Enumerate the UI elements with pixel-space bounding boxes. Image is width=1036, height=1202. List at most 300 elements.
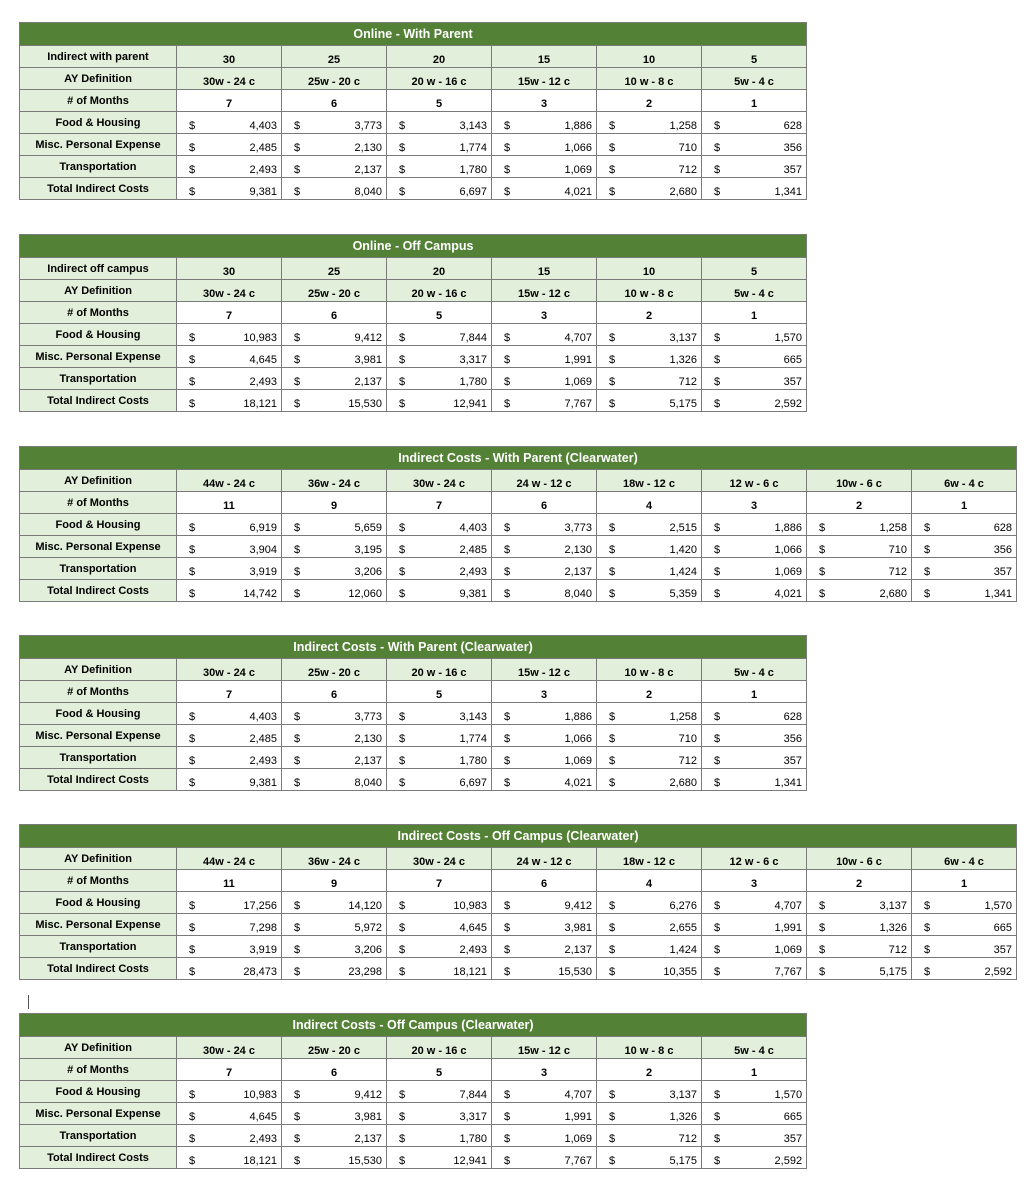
months-cell: 7 xyxy=(177,1059,282,1081)
amount-value: 3,773 xyxy=(354,711,382,723)
table-row xyxy=(20,1081,807,1103)
amount-value: 4,021 xyxy=(564,186,592,198)
amount-cell xyxy=(597,936,702,958)
weeks-header-cell: 25 xyxy=(282,46,387,68)
amount-value: 2,515 xyxy=(669,522,697,534)
amount-cell xyxy=(492,324,597,346)
months-cell: 9 xyxy=(282,492,387,514)
row-label: Transportation xyxy=(20,1125,177,1147)
amount-cell xyxy=(387,1125,492,1147)
amount-cell xyxy=(387,514,492,536)
currency-symbol: $ xyxy=(609,944,616,956)
amount-value: 2,493 xyxy=(249,164,277,176)
amount-value: 5,972 xyxy=(354,922,382,934)
amount-value: 2,137 xyxy=(354,1133,382,1145)
ay-definition-cell: 24 w - 12 c xyxy=(492,470,597,492)
amount-value: 1,780 xyxy=(459,755,487,767)
amount-value: 9,381 xyxy=(249,186,277,198)
amount-value: 10,983 xyxy=(243,332,277,344)
currency-symbol: $ xyxy=(609,900,616,912)
amount-value: 18,121 xyxy=(453,966,487,978)
table-row xyxy=(20,514,1017,536)
ay-definition-cell: 15w - 12 c xyxy=(492,68,597,90)
amount-cell xyxy=(597,536,702,558)
amount-cell xyxy=(492,1147,597,1169)
ay-definition-cell: 36w - 24 c xyxy=(282,470,387,492)
ay-definition-cell: 10w - 6 c xyxy=(807,470,912,492)
row-label: Food & Housing xyxy=(20,514,177,536)
currency-symbol: $ xyxy=(504,1089,511,1101)
currency-symbol: $ xyxy=(399,922,406,934)
amount-value: 3,919 xyxy=(249,566,277,578)
ay-definition-cell: 10 w - 8 c xyxy=(597,1037,702,1059)
amount-cell xyxy=(702,514,807,536)
amount-cell xyxy=(702,703,807,725)
row-label: Misc. Personal Expense xyxy=(20,134,177,156)
currency-symbol: $ xyxy=(189,186,196,198)
currency-symbol: $ xyxy=(714,1133,721,1145)
amount-value: 5,175 xyxy=(879,966,907,978)
row-label: Transportation xyxy=(20,368,177,390)
row-label: # of Months xyxy=(20,90,177,112)
amount-cell xyxy=(597,1147,702,1169)
amount-value: 1,069 xyxy=(564,376,592,388)
row-label: Total Indirect Costs xyxy=(20,958,177,980)
weeks-header-cell: 20 xyxy=(387,258,492,280)
currency-symbol: $ xyxy=(714,755,721,767)
amount-cell xyxy=(597,112,702,134)
months-cell: 5 xyxy=(387,1059,492,1081)
amount-value: 7,767 xyxy=(564,398,592,410)
amount-cell xyxy=(387,914,492,936)
ay-definition-cell: 18w - 12 c xyxy=(597,848,702,870)
currency-symbol: $ xyxy=(924,544,931,556)
currency-symbol: $ xyxy=(189,777,196,789)
amount-cell xyxy=(177,1125,282,1147)
ay-definition-cell: 30w - 24 c xyxy=(387,848,492,870)
amount-value: 1,570 xyxy=(774,332,802,344)
amount-value: 17,256 xyxy=(243,900,277,912)
amount-cell xyxy=(177,1081,282,1103)
amount-value: 1,886 xyxy=(774,522,802,534)
amount-cell xyxy=(702,914,807,936)
table-row xyxy=(20,156,807,178)
currency-symbol: $ xyxy=(399,966,406,978)
ay-definition-cell: 25w - 20 c xyxy=(282,280,387,302)
table-row xyxy=(20,324,807,346)
amount-cell xyxy=(282,1103,387,1125)
currency-symbol: $ xyxy=(504,900,511,912)
row-label: Total Indirect Costs xyxy=(20,178,177,200)
amount-value: 4,403 xyxy=(249,711,277,723)
currency-symbol: $ xyxy=(714,544,721,556)
months-cell: 3 xyxy=(492,681,597,703)
amount-cell xyxy=(177,346,282,368)
currency-symbol: $ xyxy=(189,711,196,723)
amount-value: 1,258 xyxy=(669,120,697,132)
currency-symbol: $ xyxy=(399,711,406,723)
amount-cell xyxy=(597,324,702,346)
amount-cell xyxy=(702,112,807,134)
amount-value: 2,130 xyxy=(564,544,592,556)
currency-symbol: $ xyxy=(294,1089,301,1101)
ay-definition-cell: 12 w - 6 c xyxy=(702,848,807,870)
amount-cell xyxy=(702,769,807,791)
amount-cell xyxy=(912,892,1017,914)
months-cell: 2 xyxy=(597,302,702,324)
amount-cell xyxy=(807,958,912,980)
amount-value: 712 xyxy=(678,164,697,176)
amount-cell xyxy=(702,936,807,958)
currency-symbol: $ xyxy=(819,566,826,578)
amount-cell xyxy=(597,390,702,412)
amount-value: 3,143 xyxy=(459,120,487,132)
amount-cell xyxy=(492,1125,597,1147)
amount-value: 1,066 xyxy=(774,544,802,556)
amount-cell xyxy=(702,1147,807,1169)
currency-symbol: $ xyxy=(399,733,406,745)
row-label: Misc. Personal Expense xyxy=(20,1103,177,1125)
currency-symbol: $ xyxy=(294,733,301,745)
ay-definition-cell: 20 w - 16 c xyxy=(387,1037,492,1059)
amount-cell xyxy=(702,747,807,769)
table-row xyxy=(20,112,807,134)
amount-value: 1,780 xyxy=(459,164,487,176)
amount-cell xyxy=(387,134,492,156)
amount-value: 8,040 xyxy=(354,186,382,198)
row-label: Indirect with parent xyxy=(20,46,177,68)
currency-symbol: $ xyxy=(504,354,511,366)
amount-cell xyxy=(177,514,282,536)
amount-value: 2,592 xyxy=(774,1155,803,1167)
amount-value: 10,983 xyxy=(243,1089,277,1101)
ay-definition-cell: 5w - 4 c xyxy=(702,68,807,90)
months-cell: 4 xyxy=(597,870,702,892)
currency-symbol: $ xyxy=(189,398,196,410)
amount-cell xyxy=(597,514,702,536)
amount-value: 3,981 xyxy=(564,922,592,934)
currency-symbol: $ xyxy=(819,522,826,534)
months-cell: 7 xyxy=(177,302,282,324)
amount-cell xyxy=(282,725,387,747)
indirect-cost-table xyxy=(19,446,1017,602)
amount-cell xyxy=(282,703,387,725)
amount-value: 3,919 xyxy=(249,944,277,956)
amount-cell xyxy=(282,914,387,936)
months-cell: 5 xyxy=(387,302,492,324)
amount-cell xyxy=(492,178,597,200)
amount-cell xyxy=(282,156,387,178)
amount-value: 2,137 xyxy=(564,566,592,578)
currency-symbol: $ xyxy=(294,1133,301,1145)
currency-symbol: $ xyxy=(714,186,721,198)
currency-symbol: $ xyxy=(714,164,721,176)
amount-value: 6,919 xyxy=(249,522,277,534)
amount-value: 2,137 xyxy=(354,164,382,176)
amount-value: 2,493 xyxy=(249,755,277,767)
amount-cell xyxy=(387,536,492,558)
amount-cell xyxy=(807,558,912,580)
currency-symbol: $ xyxy=(609,354,616,366)
currency-symbol: $ xyxy=(714,1155,721,1167)
amount-cell xyxy=(282,1081,387,1103)
ay-definition-cell: 10w - 6 c xyxy=(807,848,912,870)
currency-symbol: $ xyxy=(504,1155,511,1167)
currency-symbol: $ xyxy=(504,944,511,956)
months-cell: 1 xyxy=(912,492,1017,514)
amount-cell xyxy=(807,936,912,958)
currency-symbol: $ xyxy=(399,777,406,789)
amount-cell xyxy=(807,580,912,602)
currency-symbol: $ xyxy=(504,711,511,723)
currency-symbol: $ xyxy=(504,755,511,767)
amount-value: 5,175 xyxy=(669,1155,697,1167)
amount-cell xyxy=(597,747,702,769)
currency-symbol: $ xyxy=(504,1111,511,1123)
currency-symbol: $ xyxy=(294,522,301,534)
amount-cell xyxy=(597,1125,702,1147)
amount-value: 4,021 xyxy=(564,777,592,789)
amount-cell xyxy=(282,1147,387,1169)
months-cell: 5 xyxy=(387,90,492,112)
amount-cell xyxy=(702,156,807,178)
amount-value: 1,326 xyxy=(879,922,907,934)
table-row xyxy=(20,536,1017,558)
currency-symbol: $ xyxy=(609,332,616,344)
currency-symbol: $ xyxy=(924,944,931,956)
months-cell: 6 xyxy=(492,870,597,892)
ay-definition-cell: 44w - 24 c xyxy=(177,470,282,492)
currency-symbol: $ xyxy=(189,944,196,956)
amount-cell xyxy=(597,725,702,747)
ay-definition-cell: 20 w - 16 c xyxy=(387,280,492,302)
amount-value: 1,258 xyxy=(669,711,697,723)
ay-definition-cell: 30w - 24 c xyxy=(387,470,492,492)
currency-symbol: $ xyxy=(609,142,616,154)
amount-value: 2,680 xyxy=(669,777,697,789)
amount-value: 2,680 xyxy=(669,186,697,198)
amount-value: 1,424 xyxy=(669,944,697,956)
currency-symbol: $ xyxy=(714,1111,721,1123)
amount-value: 3,143 xyxy=(459,711,487,723)
months-cell: 6 xyxy=(282,1059,387,1081)
amount-value: 2,485 xyxy=(459,544,487,556)
ay-definition-cell: 15w - 12 c xyxy=(492,280,597,302)
amount-cell xyxy=(492,156,597,178)
currency-symbol: $ xyxy=(504,922,511,934)
ay-definition-cell: 10 w - 8 c xyxy=(597,280,702,302)
amount-value: 9,381 xyxy=(249,777,277,789)
amount-cell xyxy=(282,936,387,958)
row-label: Misc. Personal Expense xyxy=(20,346,177,368)
amount-value: 3,137 xyxy=(669,1089,697,1101)
amount-value: 9,412 xyxy=(354,332,382,344)
amount-cell xyxy=(387,346,492,368)
ay-definition-cell: 20 w - 16 c xyxy=(387,659,492,681)
amount-cell xyxy=(597,892,702,914)
amount-value: 4,403 xyxy=(249,120,277,132)
amount-value: 15,530 xyxy=(558,966,592,978)
amount-value: 1,066 xyxy=(564,142,592,154)
amount-cell xyxy=(282,892,387,914)
amount-value: 665 xyxy=(783,354,802,366)
amount-cell xyxy=(282,178,387,200)
amount-value: 1,570 xyxy=(774,1089,803,1101)
currency-symbol: $ xyxy=(294,332,301,344)
amount-value: 12,941 xyxy=(453,398,487,410)
amount-cell xyxy=(492,1081,597,1103)
currency-symbol: $ xyxy=(714,398,721,410)
amount-value: 6,276 xyxy=(669,900,697,912)
table-row xyxy=(20,725,807,747)
amount-cell xyxy=(177,1147,282,1169)
amount-value: 1,069 xyxy=(774,944,802,956)
currency-symbol: $ xyxy=(504,733,511,745)
months-cell: 4 xyxy=(597,492,702,514)
amount-value: 14,742 xyxy=(243,588,277,600)
table-row xyxy=(20,703,807,725)
amount-cell xyxy=(702,346,807,368)
currency-symbol: $ xyxy=(399,566,406,578)
amount-value: 12,941 xyxy=(453,1155,487,1167)
row-label: Misc. Personal Expense xyxy=(20,725,177,747)
amount-cell xyxy=(177,390,282,412)
amount-value: 1,991 xyxy=(774,922,802,934)
table-title: Indirect Costs - With Parent (Clearwater) xyxy=(20,447,1017,470)
currency-symbol: $ xyxy=(189,966,196,978)
amount-value: 2,493 xyxy=(249,376,277,388)
months-cell: 6 xyxy=(282,681,387,703)
amount-cell xyxy=(177,892,282,914)
amount-value: 4,403 xyxy=(459,522,487,534)
currency-symbol: $ xyxy=(924,522,931,534)
amount-cell xyxy=(492,112,597,134)
amount-value: 1,069 xyxy=(564,1133,592,1145)
amount-cell xyxy=(912,958,1017,980)
amount-value: 9,381 xyxy=(459,588,487,600)
weeks-header-cell: 30 xyxy=(177,46,282,68)
amount-cell xyxy=(177,368,282,390)
amount-value: 1,341 xyxy=(774,777,802,789)
currency-symbol: $ xyxy=(504,566,511,578)
amount-value: 3,137 xyxy=(669,332,697,344)
currency-symbol: $ xyxy=(609,755,616,767)
row-label: Misc. Personal Expense xyxy=(20,914,177,936)
currency-symbol: $ xyxy=(714,944,721,956)
months-cell: 11 xyxy=(177,870,282,892)
currency-symbol: $ xyxy=(819,588,826,600)
table-title: Indirect Costs - Off Campus (Clearwater) xyxy=(20,1014,807,1037)
table-title: Online - Off Campus xyxy=(20,235,807,258)
amount-cell xyxy=(702,390,807,412)
currency-symbol: $ xyxy=(294,944,301,956)
amount-value: 2,493 xyxy=(459,944,487,956)
ay-definition-cell: 30w - 24 c xyxy=(177,280,282,302)
amount-cell xyxy=(177,112,282,134)
indirect-cost-table xyxy=(19,22,807,200)
ay-definition-cell: 10 w - 8 c xyxy=(597,68,702,90)
currency-symbol: $ xyxy=(504,544,511,556)
amount-cell xyxy=(492,514,597,536)
amount-value: 2,485 xyxy=(249,142,277,154)
amount-cell xyxy=(282,514,387,536)
amount-cell xyxy=(597,703,702,725)
amount-value: 3,773 xyxy=(354,120,382,132)
months-cell: 3 xyxy=(702,492,807,514)
amount-cell xyxy=(387,112,492,134)
weeks-header-cell: 25 xyxy=(282,258,387,280)
amount-cell xyxy=(177,178,282,200)
months-cell: 1 xyxy=(702,90,807,112)
currency-symbol: $ xyxy=(294,1111,301,1123)
row-label: AY Definition xyxy=(20,280,177,302)
currency-symbol: $ xyxy=(504,966,511,978)
table-row xyxy=(20,1125,807,1147)
amount-value: 6,697 xyxy=(459,186,487,198)
amount-cell xyxy=(912,558,1017,580)
ay-definition-cell: 30w - 24 c xyxy=(177,68,282,90)
currency-symbol: $ xyxy=(189,332,196,344)
amount-cell xyxy=(282,536,387,558)
amount-cell xyxy=(597,769,702,791)
row-label: # of Months xyxy=(20,1059,177,1081)
currency-symbol: $ xyxy=(294,922,301,934)
amount-cell xyxy=(177,769,282,791)
currency-symbol: $ xyxy=(609,588,616,600)
ay-definition-cell: 44w - 24 c xyxy=(177,848,282,870)
ay-definition-cell: 24 w - 12 c xyxy=(492,848,597,870)
currency-symbol: $ xyxy=(714,354,721,366)
currency-symbol: $ xyxy=(504,164,511,176)
amount-cell xyxy=(702,558,807,580)
amount-cell xyxy=(387,892,492,914)
currency-symbol: $ xyxy=(399,1089,406,1101)
ay-definition-cell: 5w - 4 c xyxy=(702,280,807,302)
amount-cell xyxy=(177,703,282,725)
amount-cell xyxy=(912,536,1017,558)
amount-value: 28,473 xyxy=(243,966,277,978)
amount-value: 18,121 xyxy=(243,398,277,410)
ay-definition-cell: 25w - 20 c xyxy=(282,68,387,90)
currency-symbol: $ xyxy=(714,922,721,934)
table-row xyxy=(20,914,1017,936)
amount-cell xyxy=(282,134,387,156)
table-row xyxy=(20,936,1017,958)
amount-cell xyxy=(177,747,282,769)
currency-symbol: $ xyxy=(189,733,196,745)
amount-value: 14,120 xyxy=(348,900,382,912)
amount-cell xyxy=(177,156,282,178)
currency-symbol: $ xyxy=(714,966,721,978)
currency-symbol: $ xyxy=(399,1155,406,1167)
amount-value: 15,530 xyxy=(348,1155,382,1167)
amount-cell xyxy=(177,580,282,602)
currency-symbol: $ xyxy=(294,120,301,132)
months-cell: 5 xyxy=(387,681,492,703)
amount-cell xyxy=(492,936,597,958)
amount-value: 712 xyxy=(888,944,907,956)
amount-value: 3,317 xyxy=(459,354,487,366)
amount-value: 712 xyxy=(888,566,907,578)
amount-cell xyxy=(597,178,702,200)
amount-cell xyxy=(492,1103,597,1125)
amount-cell xyxy=(492,747,597,769)
amount-value: 712 xyxy=(678,1133,697,1145)
amount-cell xyxy=(387,725,492,747)
amount-cell xyxy=(387,958,492,980)
amount-cell xyxy=(387,1147,492,1169)
table-title: Indirect Costs - Off Campus (Clearwater) xyxy=(20,825,1017,848)
